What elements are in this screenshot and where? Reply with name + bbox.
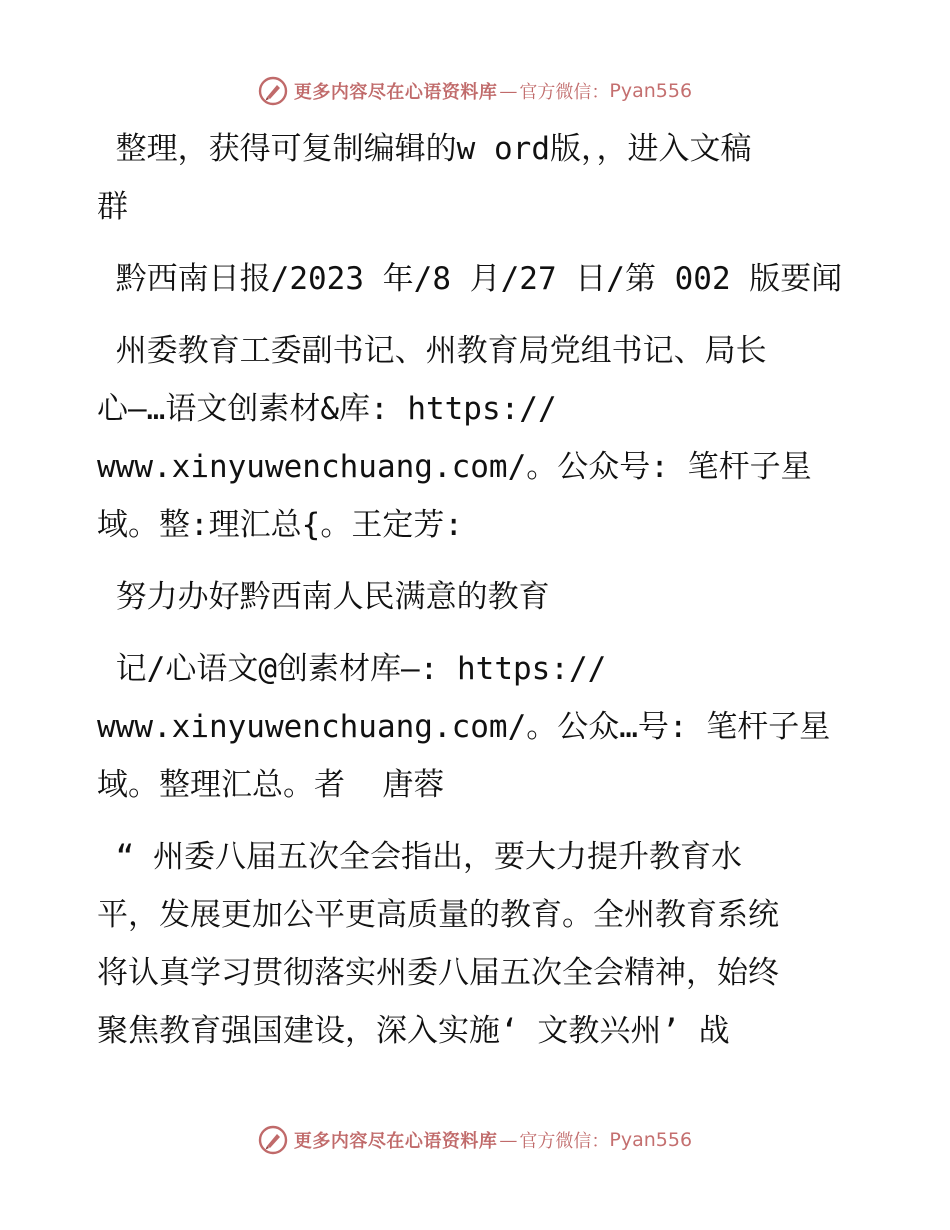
text-line: 心—…语文创素材&库: https:// [97, 391, 557, 427]
text-line: 黔西南日报/2023 年/8 月/27 日/第 002 版要闻 [97, 261, 843, 297]
text-line: 域。整理汇总。者 唐蓉 [97, 767, 445, 803]
text-line: 记/心语文@创素材库—: https:// [97, 651, 607, 687]
text-line: www.xinyuwenchuang.com/。公众号: 笔杆子星 [97, 449, 812, 485]
text-line: 域。整:理汇总{。王定芳: [97, 507, 463, 543]
text-line: 群 [97, 189, 128, 225]
banner-dash: — [499, 80, 518, 102]
banner-tagline: 更多内容尽在心语资料库 [293, 82, 498, 103]
banner-tagline: 更多内容尽在心语资料库 [293, 1131, 498, 1152]
header-banner [0, 71, 950, 111]
banner-wechat-id: Pyan556 [609, 1129, 693, 1151]
text-line: 将认真学习贯彻落实州委八届五次全会精神，始终 [97, 955, 779, 991]
text-line: www.xinyuwenchuang.com/。公众…号: 笔杆子星 [97, 709, 831, 745]
banner-dash: — [499, 1129, 518, 1151]
text-line: 聚焦教育强国建设，深入实施‘ 文教兴州’ 战 [97, 1013, 730, 1049]
banner-label: 官方微信： [519, 82, 610, 103]
text-line: 平，发展更加公平更高质量的教育。全州教育系统 [97, 897, 779, 933]
text-line: “ 州委八届五次全会指出，要大力提升教育水 [97, 839, 742, 875]
banner-label: 官方微信： [519, 1131, 610, 1152]
text-line: 努力办好黔西南人民满意的教育 [97, 579, 550, 615]
pen-logo-icon [258, 1125, 288, 1155]
article-body [97, 120, 857, 1060]
footer-banner [0, 1120, 950, 1160]
text-line: 整理，获得可复制编辑的w ord版，，进入文稿 [97, 131, 752, 167]
pen-logo-icon [258, 76, 288, 106]
text-line: 州委教育工委副书记、州教育局党组书记、局长 [97, 333, 767, 369]
banner-wechat-id: Pyan556 [609, 80, 693, 102]
